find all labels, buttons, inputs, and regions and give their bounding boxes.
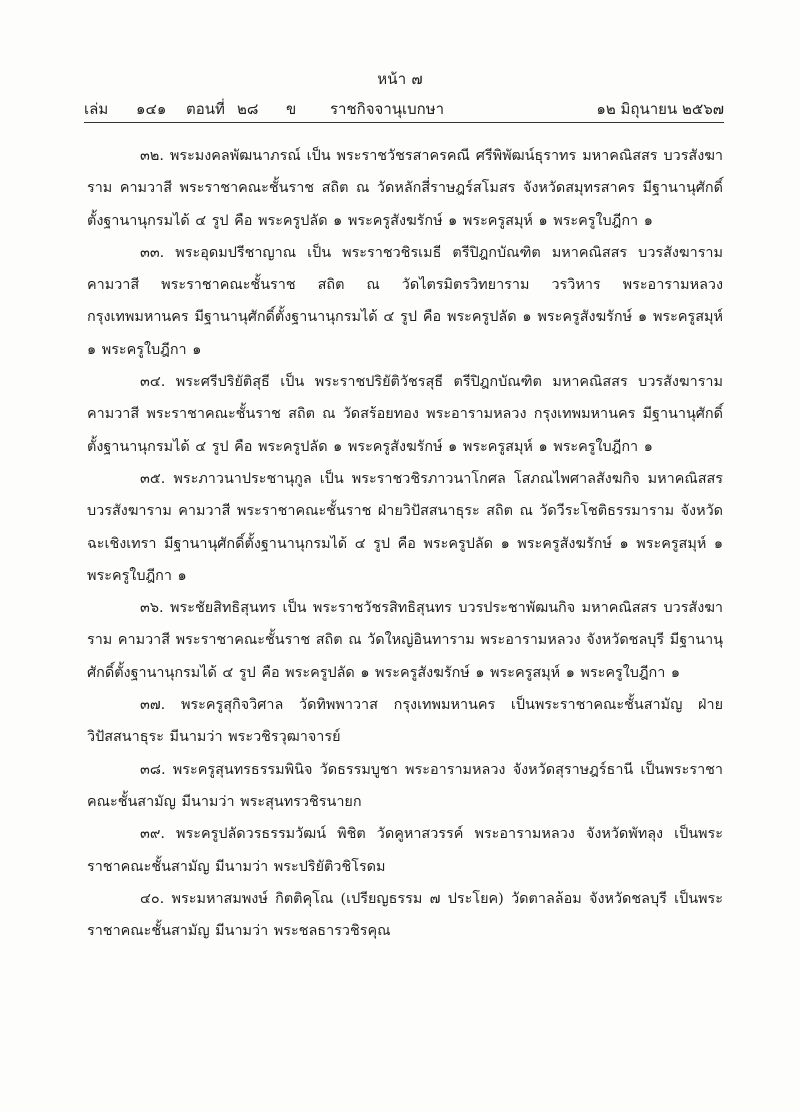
- volume-number: ๑๔๑: [136, 100, 167, 118]
- paragraph-40: ๔๐. พระมหาสมพงษ์ กิตติคุโณ (เปรียญธรรม ๗ ประโยค) วัดตาลล้อม จังหวัดชลบุรี เป็นพระราชาคณะชั้นสามัญ มีนามว่า พระชลธารวชิรคุณ: [87, 890, 723, 940]
- issue-number: ๒๘: [237, 100, 259, 118]
- paragraph-35: ๓๕. พระภาวนาประชานุกูล เป็น พระราชวชิรภาวนาโกศล โสภณไพศาลสังฆกิจ มหาคณิสสร บวรสังฆาราม คามวาสี พระราชาคณะชั้นราช ฝ่ายวิปัสสนาธุระ สถิต ณ วัดวีระโชติธรรมาราม จังหวัดฉะเชิงเทรา มีฐานานุศักดิ์ตั้งฐานานุกรมได้ ๔ รูป คือ พระครูปลัด ๑ พระครูสังฆรักษ์ ๑ พระครูสมุห์ ๑ พระครูใบฎีกา ๑: [87, 470, 723, 584]
- paragraph-32: ๓๒. พระมงคลพัฒนาภรณ์ เป็น พระราชวัชรสาครคณี ศรีพิพัฒน์ธุราทร มหาคณิสสร บวรสังฆาราม คามวาสี พระราชาคณะชั้นราช สถิต ณ วัดหลักสี่ราษฎร์สโมสร จังหวัดสมุทรสาคร มีฐานานุศักดิ์ตั้งฐานานุกรมได้ ๔ รูป คือ พระครูปลัด ๑ พระครูสังฆรักษ์ ๑ พระครูสมุห์ ๑ พระครูใบฎีกา ๑: [87, 148, 723, 229]
- gazette-header: [84, 99, 724, 119]
- page-number: หน้า ๗: [377, 70, 423, 88]
- volume-label: เล่ม: [84, 100, 109, 118]
- publication-date: ๑๒ มิถุนายน ๒๕๖๗: [596, 100, 724, 118]
- paragraph-34: ๓๔. พระศรีปริยัติสุธี เป็น พระราชปริยัติวัชรสุธี ตรีปิฎกบัณฑิต มหาคณิสสร บวรสังฆาราม คามวาสี พระราชาคณะชั้นราช สถิต ณ วัดสร้อยทอง พระอารามหลวง กรุงเทพมหานคร มีฐานานุศักดิ์ตั้งฐานานุกรมได้ ๔ รูป คือ พระครูปลัด ๑ พระครูสังฆรักษ์ ๑ พระครูสมุห์ ๑ พระครูใบฎีกา ๑: [87, 374, 723, 455]
- paragraph-38: ๓๘. พระครูสุนทรธรรมพินิจ วัดธรรมบูชา พระอารามหลวง จังหวัดสุราษฎร์ธานี เป็นพระราชาคณะชั้นสามัญ มีนามว่า พระสุนทรวชิรนายก: [87, 761, 723, 810]
- issue-label: ตอนที่: [186, 100, 225, 118]
- paragraph-33: ๓๓. พระอุดมปรีชาญาณ เป็น พระราชวชิรเมธี ตรีปิฎกบัณฑิต มหาคณิสสร บวรสังฆาราม คามวาสี พระราชาคณะชั้นราช สถิต ณ วัดไตรมิตรวิทยาราม วรวิหาร พระอารามหลวง กรุงเทพมหานคร มีฐานานุศักดิ์ตั้งฐานานุกรมได้ ๔ รูป คือ พระครูปลัด ๑ พระครูสังฆรักษ์ ๑ พระครูสมุห์ ๑ พระครูใบฎีกา ๑: [87, 244, 723, 358]
- section-letter: ข: [286, 100, 297, 118]
- paragraph-36: ๓๖. พระชัยสิทธิสุนทร เป็น พระราชวัชรสิทธิสุนทร บวรประชาพัฒนกิจ มหาคณิสสร บวรสังฆาราม คามวาสี พระราชาคณะชั้นราช สถิต ณ วัดใหญ่อินทาราม พระอารามหลวง จังหวัดชลบุรี มีฐานานุศักดิ์ตั้งฐานานุกรมได้ ๔ รูป คือ พระครูปลัด ๑ พระครูสังฆรักษ์ ๑ พระครูสมุห์ ๑ พระครูใบฎีกา ๑: [87, 600, 723, 681]
- paragraph-39: ๓๙. พระครูปลัดวรธรรมวัฒน์ พิชิต วัดคูหาสวรรค์ พระอารามหลวง จังหวัดพัทลุง เป็นพระราชาคณะชั้นสามัญ มีนามว่า พระปริยัติวชิโรดม: [87, 826, 723, 875]
- announcement-body: [87, 140, 723, 947]
- gazette-title: ราชกิจจานุเบกษา: [330, 100, 445, 118]
- paragraph-37: ๓๗. พระครูสุกิจวิศาล วัดทิพพาวาส กรุงเทพมหานคร เป็นพระราชาคณะชั้นสามัญ ฝ่ายวิปัสสนาธุระ มีนามว่า พระวชิรวุฒาจารย์: [87, 697, 723, 746]
- header-divider: [84, 122, 724, 123]
